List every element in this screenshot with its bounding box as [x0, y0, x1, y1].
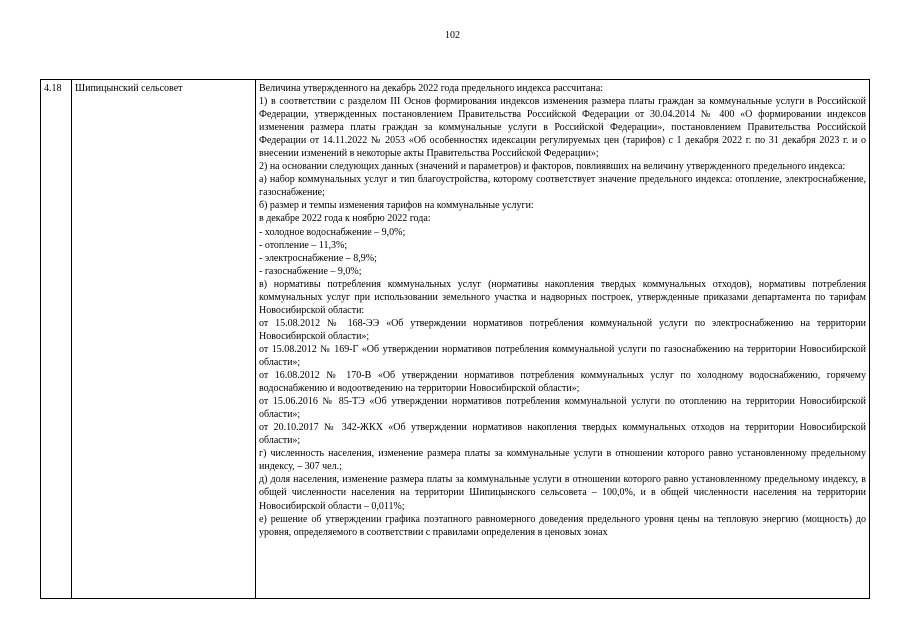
- paragraph: д) доля населения, изменение размера платы за коммунальные услуги в отношении которого равно установленному предельному индексу, в общей численности населения на территории Шипицынского сельсовета – 100,0%, и в общей численности населения на территории Новосибирской области – 0,011%;: [259, 474, 866, 512]
- paragraph: е) решение об утверждении графика поэтапного равномерного доведения предельного уровня цены на тепловую энергию (мощность) до уровня, определяемого в соответствии с правилами определения в ценовых зонах: [259, 513, 866, 538]
- index-table: [40, 79, 870, 599]
- paragraph: г) численность населения, изменение размера платы за коммунальные услуги в отношении которого равно установленному предельному индексу, – 307 чел.;: [259, 448, 866, 473]
- paragraph: в декабре 2022 года к ноябрю 2022 года:: [259, 213, 431, 225]
- paragraph: 1) в соответствии с разделом III Основ формирования индексов изменения размера платы граждан за коммунальные услуги в Российской Федерации, утвержденных постановлением Правительства Российской Федерации от 30.04.2014 № 400 «О формировании индексов изменения размера платы граждан за коммунальные услуги в Российской Федерации», постановлением Правительства Российской Федерации от 14.11.2022 № 2053 «Об особенностях идексации регулируемых цен (тарифов) с 1 декабря 2022 г. по 31 декабря 2023 г. и о внесении изменений в некоторые акты Правительства Российской Федерации»;: [259, 96, 866, 160]
- page-number: 102: [445, 30, 460, 41]
- paragraph: Величина утвержденного на декабрь 2022 года предельного индекса рассчитана:: [259, 83, 604, 94]
- order-reference: от 20.10.2017 № 342-ЖКХ «Об утверждении нормативов накопления твердых коммунальных отходов на территории Новосибирской области»;: [259, 422, 866, 447]
- order-reference: от 16.08.2012 № 170-В «Об утверждении нормативов потребления коммунальных услуг по холодному водоснабжению, горячему водоснабжению и водоотведению на территории Новосибирской области»;: [259, 370, 866, 395]
- table-row: [41, 80, 870, 599]
- description-text: [259, 82, 866, 539]
- order-reference: от 15.08.2012 № 169-Г «Об утверждении нормативов потребления коммунальной услуги по газоснабжению на территории Новосибирской области»;: [259, 343, 866, 368]
- paragraph: 2) на основании следующих данных (значений и параметров) и факторов, повлиявших на величину утвержденного предельного индекса:: [259, 161, 846, 173]
- paragraph: а) набор коммунальных услуг и тип благоустройства, которому соответствует значение предельного индекса: отопление, электроснабжение, газоснабжение;: [259, 174, 866, 199]
- paragraph: в) нормативы потребления коммунальных услуг (нормативы накопления твердых коммунальных отходов), нормативы потребления коммунальных услуг при использовании земельного участка и надворных построек, утвержденные приказами департамента по тарифам Новосибирской области:: [259, 278, 866, 316]
- paragraph: б) размер и темпы изменения тарифов на коммунальные услуги:: [259, 200, 534, 212]
- tariff-item: - газоснабжение – 9,0%;: [259, 265, 362, 277]
- description-cell: [256, 80, 870, 599]
- tariff-item: - электроснабжение – 8,9%;: [259, 252, 377, 264]
- row-number-cell: 4.18: [41, 80, 72, 599]
- order-reference: от 15.08.2012 № 168-ЭЭ «Об утверждении нормативов потребления коммунальной услуги по электроснабжению на территории Новосибирской области»;: [259, 317, 866, 342]
- tariff-item: - отопление – 11,3%;: [259, 239, 348, 251]
- municipality-cell: Шипицынский сельсовет: [72, 80, 256, 599]
- order-reference: от 15.06.2016 № 85-ТЭ «Об утверждении нормативов потребления коммунальной услуги по отоплению на территории Новосибирской области»;: [259, 396, 866, 421]
- tariff-item: - холодное водоснабжение – 9,0%;: [259, 226, 406, 238]
